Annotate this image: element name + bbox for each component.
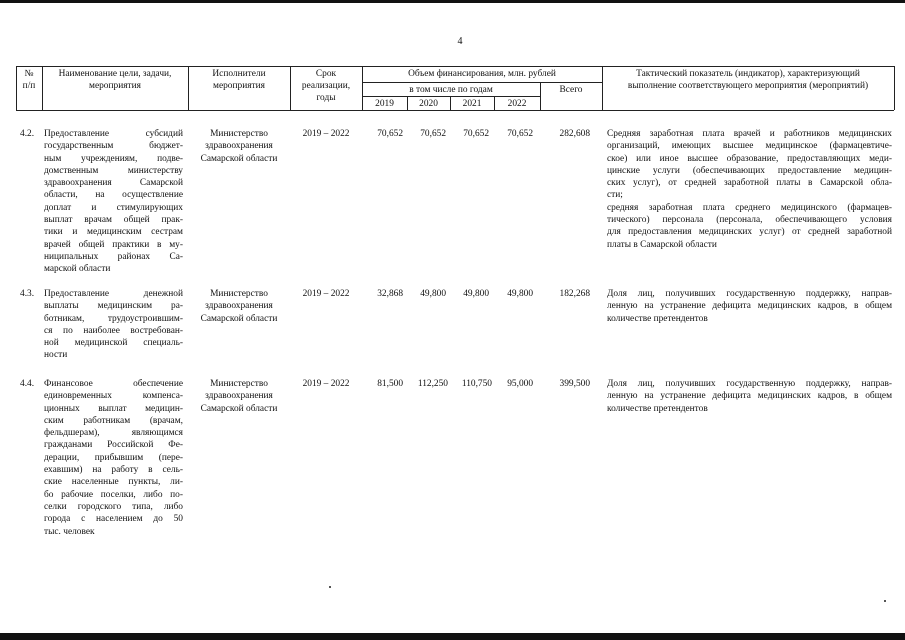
row-name-line: дерации, прибывшим (пере- [44,452,183,463]
scan-edge-bottom [0,633,905,640]
row-name-line: бо рабочие поселки, либо по- [44,489,183,500]
row-name-line: здравоохранения Самарской [44,178,183,189]
row-indicator-line: Доля лиц, получивших государственную поддержку, направ- [607,379,892,389]
row-indicator-line: ленную на устранение дефицита медицинских кадров, в общем [607,391,892,402]
row-name-line: ной медицинской специаль- [44,338,183,349]
row-name-line: города с населением до 50 [44,514,183,525]
row-value-2019: 32,868 [377,289,403,299]
row-value-2019: 70,652 [377,129,403,139]
row-name-line: доплат и стимулирующих [44,202,183,213]
header-num-line2: п/п [22,81,36,91]
row-executor-line: Министерство [210,289,268,299]
row-total: 282,608 [559,129,590,139]
row-name-line: ботникам, трудоустроившим- [44,313,183,324]
row-total: 182,268 [559,289,590,299]
row-indicator-line: организаций, имеющих высшее медицинское (фармацевтиче- [607,141,892,152]
row-number: 4.4. [20,379,35,389]
header-indicator-line2: выполнение соответствующего мероприятия (мероприятий) [627,81,869,91]
row-name-line: гражданами Российской Фе- [44,440,183,451]
row-indicator [607,288,892,325]
header-by-years: в том числе по годам [409,85,493,95]
row-number: 4.3. [20,289,35,299]
row-name-line: марской области [44,264,111,275]
table-right-border [894,66,895,110]
row-name-line: домственным министерству [44,165,183,176]
row-name [44,288,183,362]
header-indicator-line1: Тактический показатель (индикатор), характеризующий [636,69,860,79]
row-executor [188,288,290,325]
header-term-line1: Срок [315,69,337,79]
row-name-line: Предоставление денежной [44,289,183,299]
row-name-line: ционных выплат медицин- [44,403,183,414]
row-indicator-line: сти; [607,190,623,201]
row-executor [188,378,290,415]
scan-speck [329,586,331,588]
row-name-line: тики и медицинским сестрам [44,227,183,238]
row-executor-line: Министерство [210,129,268,139]
row-executor-line: Самарской области [200,403,278,414]
row-name [44,128,183,276]
row-name-line: ехавшим) на работу в сель- [44,465,183,476]
row-name-line: ским работникам (врачам, [44,415,183,426]
row-value-2019: 81,500 [377,379,403,389]
row-name-line: государственным бюджет- [44,141,183,152]
header-executors-line1: Исполнители [212,69,266,79]
row-name-line: фельдшерам), являющимся [44,428,183,439]
header-num-line1: № [24,69,34,79]
row-indicator-line: ское) или иное высшее образование, предоставляющих меди- [607,153,892,164]
scan-edge-top [0,0,905,3]
row-value-2021: 110,750 [461,379,492,389]
row-term: 2019 – 2022 [302,129,350,139]
row-number: 4.2. [20,129,35,139]
scan-speck [884,600,886,602]
header-funding: Объем финансирования, млн. рублей [408,69,556,79]
row-name-line: области, на осуществление [44,190,183,201]
row-indicator-line: средняя заработная плата среднего медицинского (фармацев- [607,202,892,213]
row-indicator-line: ских услуг), от средней заработной платы в Самарской обла- [607,178,892,189]
row-name-line: ниципальных районах Са- [44,251,183,262]
row-indicator-line: тического) персонала (персонала, обеспечивающего условия [607,215,892,226]
header-name-line2: мероприятия [89,81,141,91]
row-value-2020: 70,652 [420,129,446,139]
row-value-2022: 95,000 [507,379,533,389]
header-year-2021: 2021 [462,99,482,109]
row-name [44,378,183,538]
row-value-2022: 70,652 [507,129,533,139]
header-year-2020: 2020 [419,99,438,109]
row-name-line: врачей общей практики в му- [44,239,183,250]
row-value-2020: 112,250 [417,379,448,389]
row-executor [188,128,290,165]
row-indicator-line: цинские услуги (обеспечивающих предоставление медицин- [607,165,892,176]
row-indicator-line: Доля лиц, получивших государственную поддержку, направ- [607,289,892,299]
row-name-line: ности [44,350,68,361]
row-indicator-line: платы в Самарской области [607,239,717,250]
row-indicator [607,128,892,251]
header-term-line2: реализации, [301,81,351,91]
funding-subheader-rule [362,82,602,83]
row-indicator-line: ленную на устранение дефицита медицинских кадров, в общем [607,301,892,312]
row-value-2021: 49,800 [463,289,489,299]
row-value-2021: 70,652 [463,129,489,139]
row-name-line: выплат врачам общей прак- [44,215,183,226]
row-indicator-line: для предоставления медицинских услуг) от средней заработной [607,227,892,238]
row-name-line: единовременных компенса- [44,391,183,402]
row-executor-line: здравоохранения [205,391,273,402]
row-total: 399,500 [559,379,590,389]
header-name-line1: Наименование цели, задачи, [58,69,172,79]
row-indicator-line: количестве претендентов [607,403,708,414]
header-year-2022: 2022 [507,99,527,109]
row-executor-line: Самарской области [200,153,278,164]
row-executor-line: здравоохранения [205,141,273,152]
row-name-line: ские населенные пункты, ли- [44,477,183,488]
row-value-2020: 49,800 [420,289,446,299]
header-year-2019: 2019 [375,99,394,109]
header-total: Всего [559,85,583,95]
row-term: 2019 – 2022 [302,379,350,389]
row-name-line: тыс. человек [44,526,95,537]
row-executor-line: здравоохранения [205,301,273,312]
row-name-line: Предоставление субсидий [44,129,183,139]
row-indicator-line: Средняя заработная плата врачей и работников медицинских [607,129,892,139]
header-top-rule [16,66,894,67]
row-indicator [607,378,892,415]
row-value-2022: 49,800 [507,289,533,299]
page-number: 4 [457,36,463,47]
header-executors-line2: мероприятия [213,81,265,91]
row-indicator-line: количестве претендентов [607,313,708,324]
row-name-line: выплаты медицинским ра- [44,301,183,312]
row-term: 2019 – 2022 [302,289,350,299]
header-term-line3: годы [316,93,336,103]
row-name-line: ным учреждениям, подве- [44,153,183,164]
row-executor-line: Самарской области [200,313,278,324]
row-executor-line: Министерство [210,379,268,389]
row-name-line: Финансовое обеспечение [44,379,183,389]
row-name-line: ся по наиболее востребован- [44,325,183,336]
row-name-line: селки городского типа, либо [44,501,183,512]
